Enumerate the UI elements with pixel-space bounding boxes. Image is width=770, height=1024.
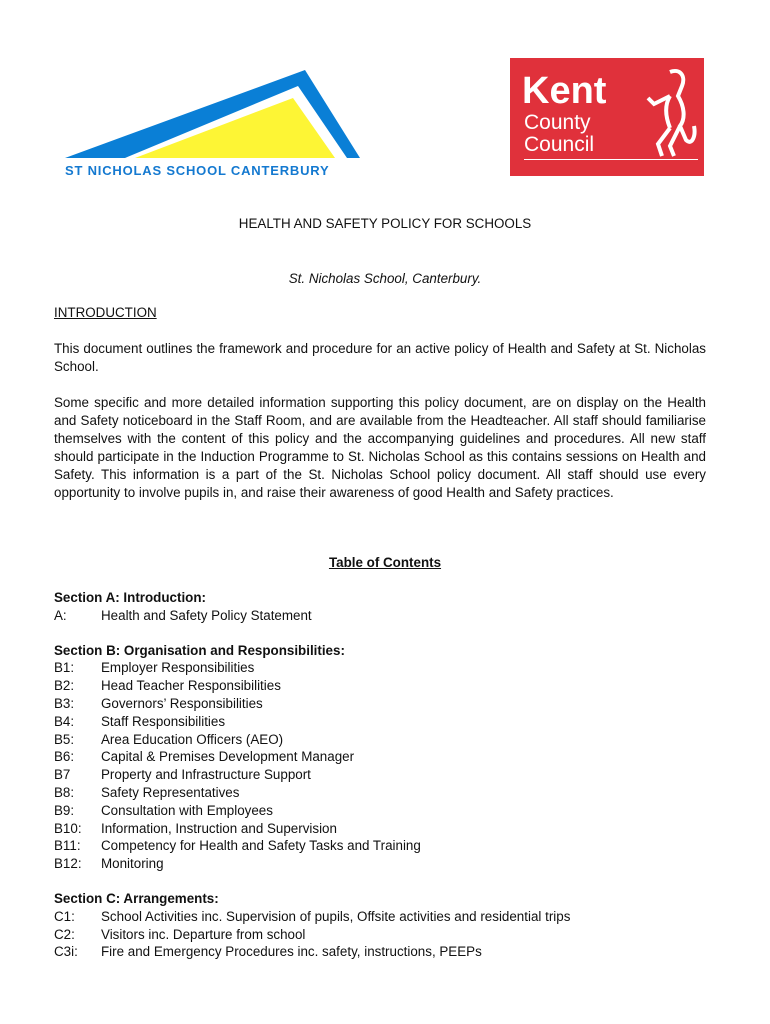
toc-item[interactable] [54,748,714,766]
intro-paragraph-1: This document outlines the framework and procedure for an active policy of Health and Safety at St. Nicholas School. [54,341,706,374]
council-logo-word: Council [524,133,595,156]
toc-item[interactable] [54,802,714,820]
toc-item[interactable] [54,659,714,677]
toc-item-label: Consultation with Employees [101,802,273,818]
toc-item-label: Capital & Premises Development Manager [101,749,355,765]
toc-item-code: B8: [54,784,75,800]
toc-item[interactable] [54,713,714,731]
toc-item-code: C2: [54,926,75,942]
document-subtitle: St. Nicholas School, Canterbury. [288,271,482,286]
toc-item-code: B11: [54,838,81,854]
toc-item[interactable] [54,943,714,961]
toc-item[interactable] [54,908,714,926]
toc-item[interactable] [54,731,714,749]
intro-heading: INTRODUCTION [54,305,157,320]
toc-heading: Table of Contents [328,555,442,570]
toc-item-label: Visitors inc. Departure from school [101,926,306,942]
school-logo [55,62,375,184]
county-logo-word: County [524,111,591,134]
toc-item-code: B12: [54,856,82,872]
toc-item[interactable] [54,695,714,713]
toc-item-label: Fire and Emergency Procedures inc. safety, instructions, PEEPs [101,944,482,960]
toc-item[interactable] [54,926,714,944]
toc-item-code: B10: [54,820,82,836]
toc-item-code: B4: [54,713,75,729]
toc-item-code: C1: [54,908,75,924]
kent-council-logo [510,58,704,176]
toc-item-code: B2: [54,678,75,694]
toc-item-label: Property and Infrastructure Support [101,767,311,783]
toc-item-code: B1: [54,660,75,676]
toc-item[interactable] [54,855,714,873]
toc-section-title: Section B: Organisation and Responsibilities: [54,642,345,658]
toc-item[interactable] [54,837,714,855]
toc-item[interactable] [54,766,714,784]
school-logo-text: ST NICHOLAS SCHOOL CANTERBURY [65,163,330,178]
toc-item-label: Staff Responsibilities [101,713,226,729]
toc-item-code: B7 [54,767,71,783]
toc-item-label: Area Education Officers (AEO) [101,731,284,747]
toc-item-label: Governors’ Responsibilities [101,695,263,711]
toc-item[interactable] [54,607,714,625]
toc-item-label: School Activities inc. Supervision of pupils, Offsite activities and residential trips [101,908,571,924]
toc-item-code: B9: [54,802,75,818]
intro-paragraph-2: Some specific and more detailed information supporting this policy document, are on display on the Health and Safety noticeboard in the Staff Room, and are available from the Headteacher. All staff should familiarise themselves with the content of this policy and the accompanying guidelines and procedures. All new staff should participate in the Induction Programme to St. Nicholas School as this contains sessions on Health and Safety. This information is a part of the St. Nicholas School policy document. All staff should use every opportunity to involve pupils in, and raise their awareness of good Health and Safety practices. [54,395,706,500]
table-of-contents [54,589,714,961]
document-title: HEALTH AND SAFETY POLICY FOR SCHOOLS [238,216,532,231]
toc-item-code: B5: [54,731,75,747]
toc-item-code: C3i: [54,944,78,960]
toc-item-code: A: [54,607,67,623]
toc-item[interactable] [54,784,714,802]
toc-item-label: Health and Safety Policy Statement [101,607,312,623]
toc-section-c [54,890,714,961]
toc-item-label: Monitoring [101,856,164,872]
toc-item-code: B6: [54,749,75,765]
toc-item-code: B3: [54,695,75,711]
toc-item-label: Employer Responsibilities [101,660,255,676]
white-horse-icon [640,66,700,166]
toc-section-a [54,589,714,625]
toc-section-b [54,642,714,873]
toc-item-label: Information, Instruction and Supervision [101,820,337,836]
toc-item[interactable] [54,820,714,838]
toc-item-label: Head Teacher Responsibilities [101,678,281,694]
toc-section-title: Section C: Arrangements: [54,890,219,906]
toc-item-label: Competency for Health and Safety Tasks and Training [101,838,421,854]
toc-section-title: Section A: Introduction: [54,590,206,605]
toc-item[interactable] [54,677,714,695]
kent-logo-word: Kent [522,70,607,112]
toc-item-label: Safety Representatives [101,784,240,800]
